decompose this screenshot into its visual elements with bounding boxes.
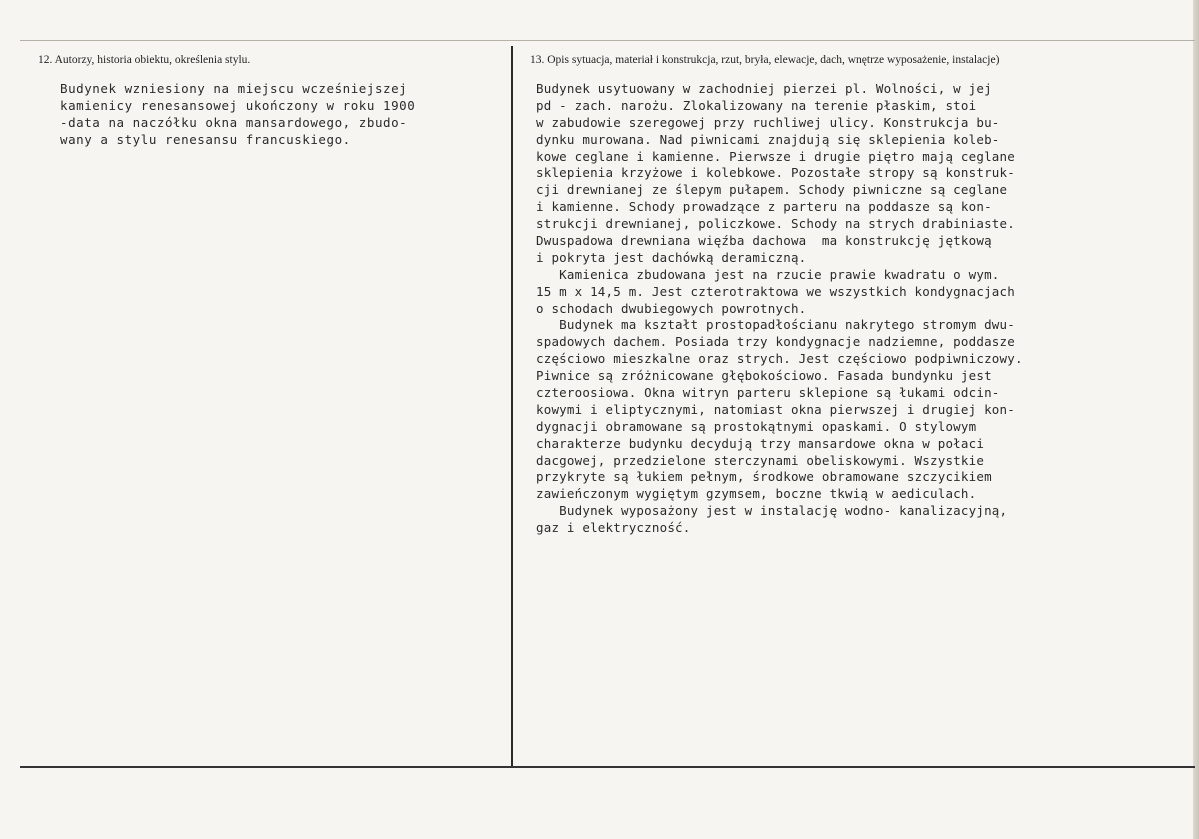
typed-line: o schodach dwubiegowych powrotnych. — [536, 300, 807, 316]
typed-line: zawieńczonym wygiętym gzymsem, boczne tkwią w aediculach. — [536, 486, 977, 502]
typed-line: pd - zach. narożu. Zlokalizowany na terenie płaskim, stoi — [536, 97, 977, 113]
typed-line: dynku murowana. Nad piwnicami znajdują się sklepienia koleb- — [536, 131, 1000, 147]
field-12-label: 12. Autorzy, historia obiektu, określenia stylu. — [38, 54, 251, 66]
typed-line: cji drewnianej ze ślepym pułapem. Schody piwniczne są ceglane — [536, 182, 1008, 198]
typed-line: dygnacji obramowane są prostokątnymi opaskami. O stylowym — [536, 418, 977, 434]
typed-line: przykryte są łukiem pełnym, środkowe obramowane szczycikiem — [536, 469, 992, 485]
typed-line: gaz i elektryczność. — [536, 520, 691, 536]
typed-line: częściowo mieszkalne oraz strych. Jest częściowo podpiwniczowy. — [536, 351, 1023, 367]
field-13-typed-text — [536, 81, 1023, 537]
top-rule — [20, 40, 1195, 41]
typed-line: spadowych dachem. Posiada trzy kondygnacje nadziemne, poddasze — [536, 334, 1015, 350]
typed-line: kowe ceglane i kamienne. Pierwsze i drugie piętro mają ceglane — [536, 148, 1015, 164]
field-12-typed-text — [60, 81, 415, 149]
typed-line: Budynek wyposażony jest w instalację wodno- kanalizacyjną, — [536, 503, 1008, 519]
column-divider — [511, 46, 513, 766]
typed-line: dacgowej, przedzielone sterczynami obeliskowymi. Wszystkie — [536, 452, 985, 468]
typed-line: wany a stylu renesansu francuskiego. — [60, 131, 351, 147]
typed-line: i pokryta jest dachówką deramiczną. — [536, 249, 807, 265]
typed-line: czteroosiowa. Okna witryn parteru sklepione są łukami odcin- — [536, 385, 1000, 401]
field-13-label: 13. Opis sytuacja, materiał i konstrukcja, rzut, bryła, elewacje, dach, wnętrze wyposażenie, instalacje) — [530, 54, 1000, 66]
typed-line: kamienicy renesansowej ukończony w roku 1900 — [60, 97, 416, 113]
typed-line: 15 m x 14,5 m. Jest czterotraktowa we wszystkich kondygnacjach — [536, 283, 1015, 299]
typed-line: strukcji drewnianej, policzkowe. Schody na strych drabiniaste. — [536, 216, 1015, 232]
typed-line: Piwnice są zróżnicowane głębokościowo. Fasada bundynku jest — [536, 368, 992, 384]
typed-line: Budynek ma kształt prostopadłościanu nakrytego stromym dwu- — [536, 317, 1015, 333]
typed-line: kowymi i eliptycznymi, natomiast okna pierwszej i drugiej kon- — [536, 401, 1015, 417]
typed-line: -data na naczółku okna mansardowego, zbudo- — [60, 114, 408, 130]
typed-line: w zabudowie szeregowej przy ruchliwej ulicy. Konstrukcja bu- — [536, 114, 1000, 130]
typed-line: Budynek wzniesiony na miejscu wcześniejszej — [60, 81, 408, 96]
typed-line: Budynek usytuowany w zachodniej pierzei pl. Wolności, w jej — [536, 81, 992, 96]
typed-line: Dwuspadowa drewniana więźba dachowa ma konstrukcję jętkową — [536, 233, 992, 249]
bottom-rule — [20, 766, 1195, 768]
typed-line: sklepienia krzyżowe i kolebkowe. Pozostałe stropy są konstruk- — [536, 165, 1015, 181]
sheet-edge — [1193, 0, 1199, 839]
typed-line: charakterze budynku decydują trzy mansardowe okna w połaci — [536, 435, 985, 451]
typed-line: i kamienne. Schody prowadzące z parteru na poddasze są kon- — [536, 199, 992, 215]
typed-line: Kamienica zbudowana jest na rzucie prawie kwadratu o wym. — [536, 266, 1000, 282]
